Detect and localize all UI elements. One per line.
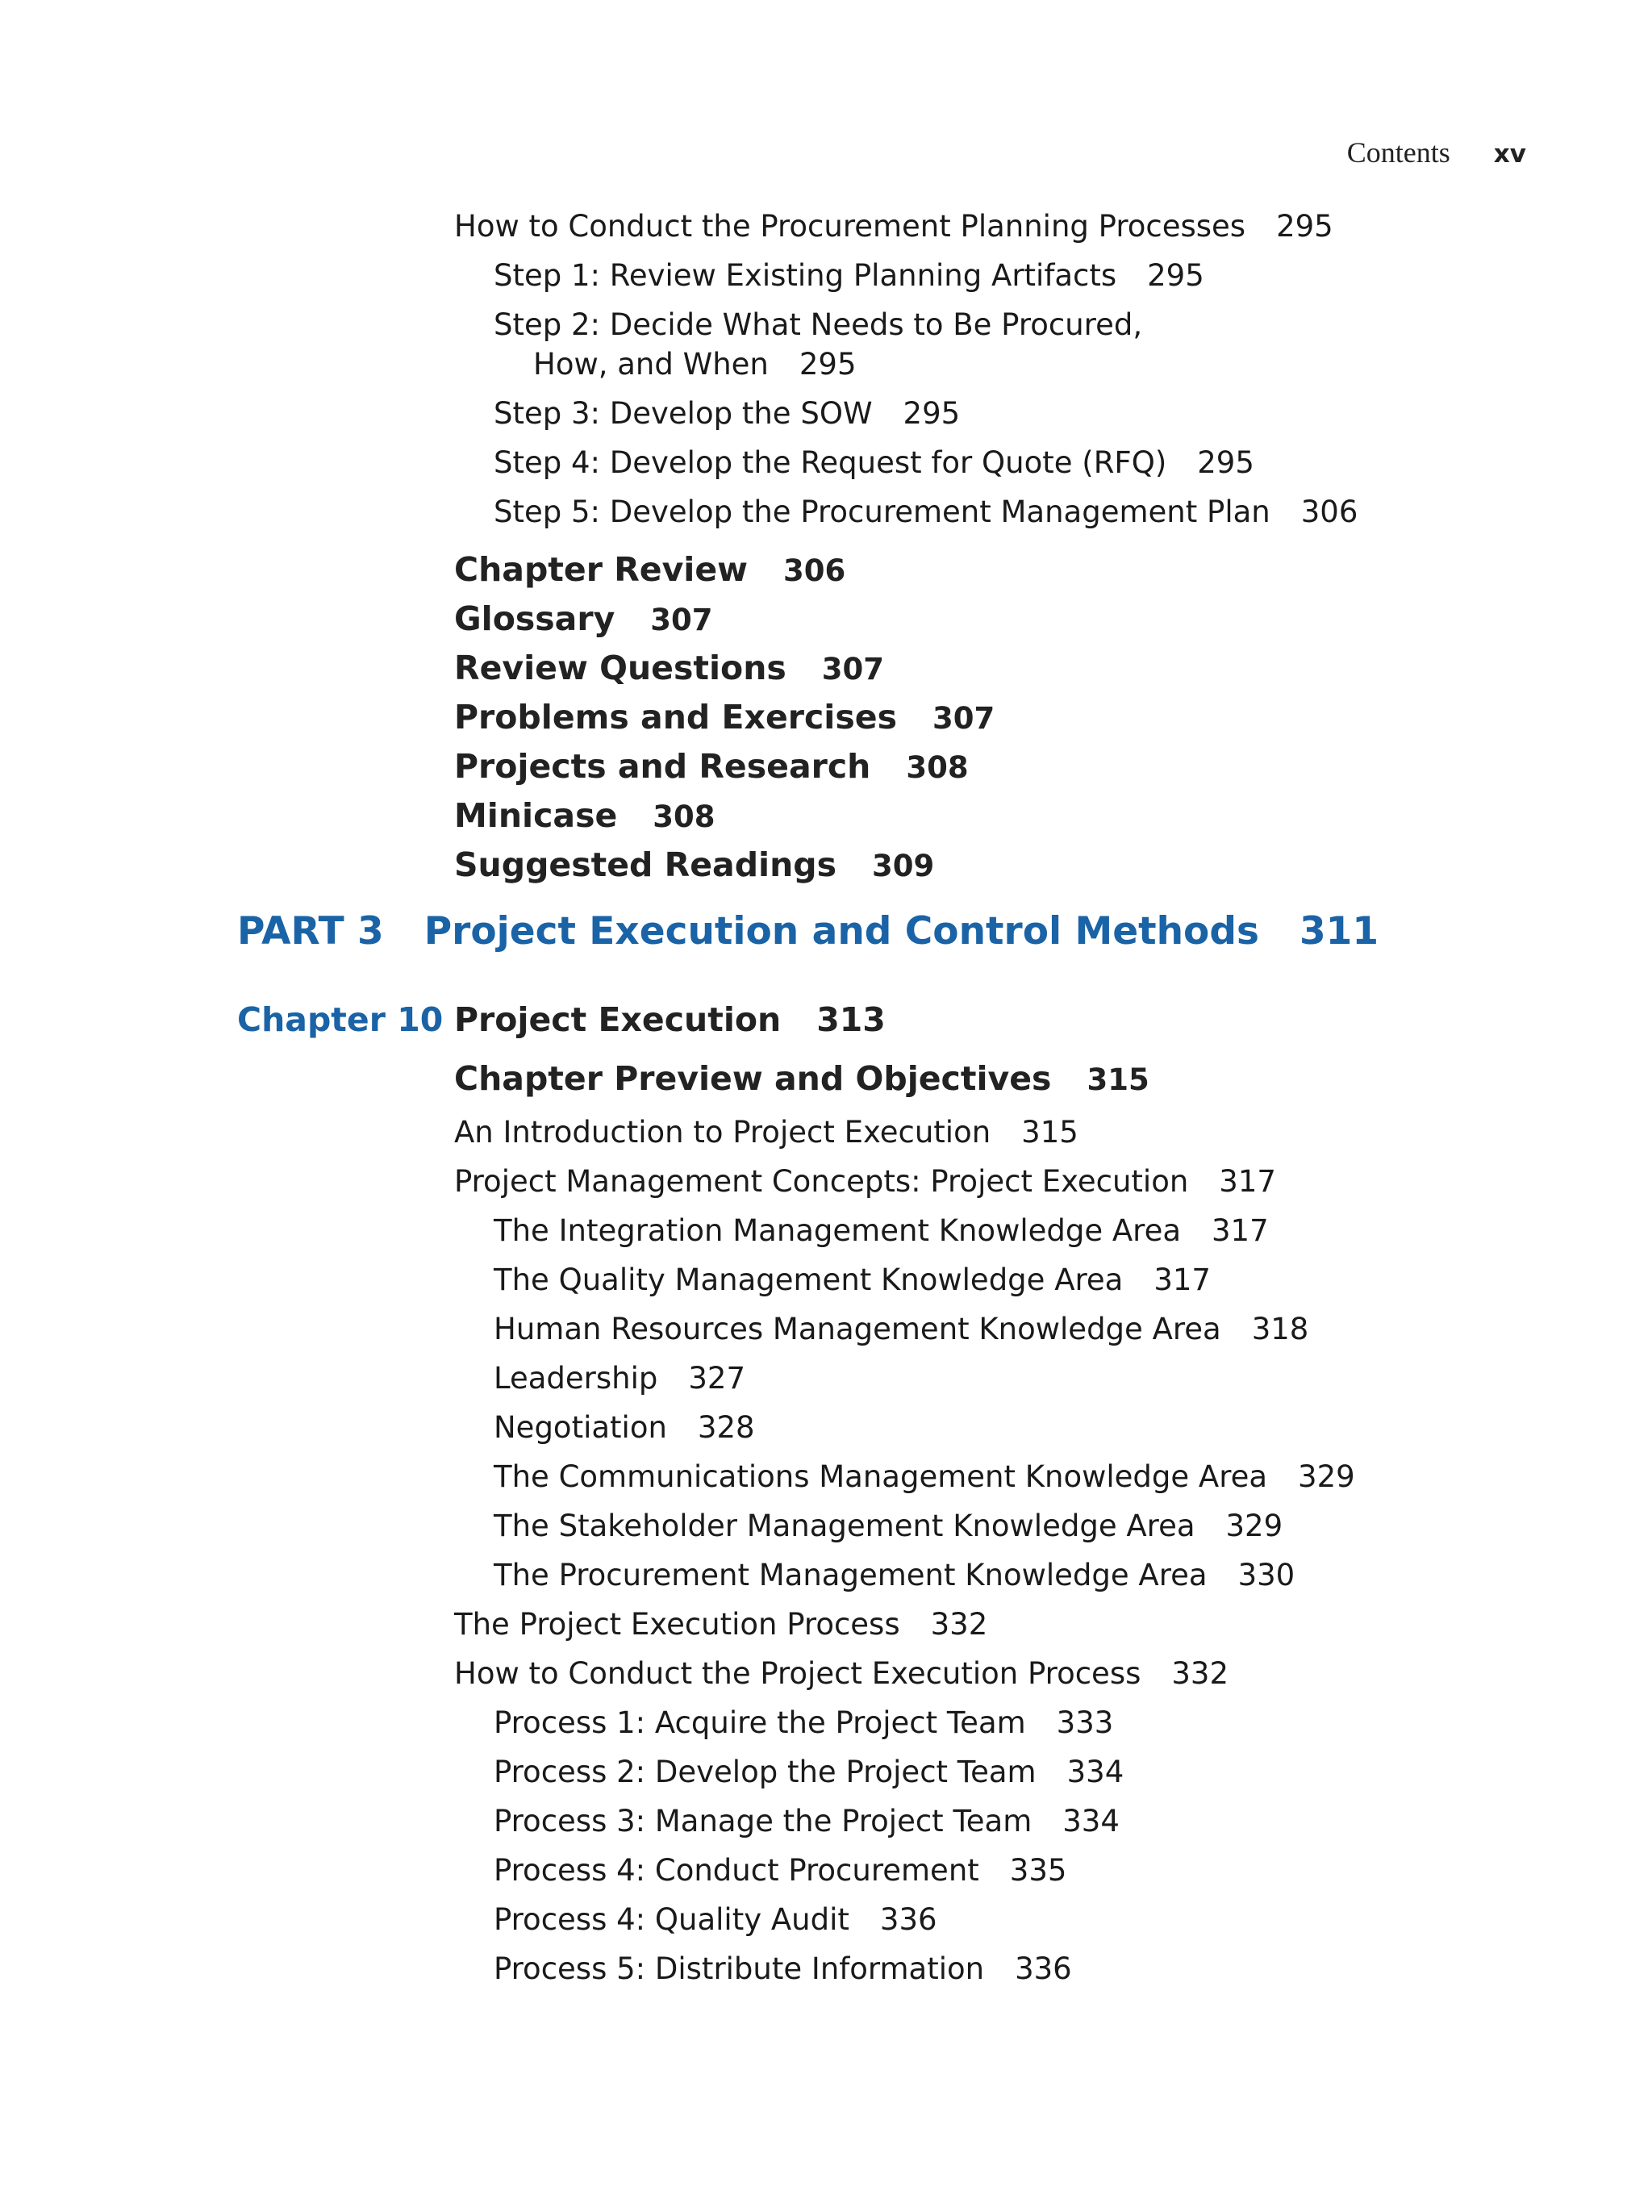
toc-entry-page: 295	[1276, 209, 1333, 244]
running-head	[1347, 136, 1526, 169]
toc-entry	[494, 1213, 1269, 1248]
toc-entry-page: 308	[906, 750, 969, 785]
toc-entry-page: 315	[1021, 1115, 1078, 1150]
toc-entry-text: The Procurement Management Knowledge Area	[494, 1558, 1208, 1592]
toc-entry-page: 336	[879, 1902, 937, 1937]
toc-entry-text: The Integration Management Knowledge Area	[494, 1213, 1182, 1248]
toc-entry-text: The Project Execution Process	[454, 1607, 900, 1642]
toc-entry-page: 307	[932, 701, 995, 736]
toc-entry-page: 315	[1087, 1062, 1149, 1097]
toc-entry	[494, 1951, 1072, 1986]
toc-entry-page: 317	[1153, 1263, 1211, 1297]
part-title: Project Execution and Control Methods	[423, 909, 1259, 954]
toc-entry-text: Glossary	[454, 599, 615, 638]
toc-entry	[454, 1656, 1229, 1691]
toc-entry	[494, 1902, 937, 1937]
toc-entry-text: Negotiation	[494, 1410, 667, 1445]
toc-back-matter-entry	[454, 599, 713, 638]
toc-entry-continuation	[533, 347, 857, 382]
running-head-page-number: xv	[1493, 140, 1526, 169]
toc-entry-page: 330	[1237, 1558, 1295, 1592]
toc-entry	[494, 1806, 1120, 1836]
toc-entry-page: 317	[1219, 1164, 1276, 1199]
toc-entry-text: Projects and Research	[454, 747, 871, 786]
chapter-label: Chapter 10	[237, 1000, 444, 1039]
toc-back-matter-entry	[454, 747, 969, 786]
toc-back-matter-entry	[454, 845, 935, 884]
running-head-title: Contents	[1346, 136, 1450, 169]
toc-entry-text: How to Conduct the Project Execution Process	[454, 1656, 1141, 1691]
toc-entry	[494, 396, 961, 431]
toc-entry-text: Problems and Exercises	[454, 698, 897, 737]
toc-entry	[494, 1314, 1308, 1344]
toc-entry-text: The Stakeholder Management Knowledge Area	[494, 1509, 1195, 1543]
toc-entry	[454, 1607, 988, 1642]
toc-entry-text: The Quality Management Knowledge Area	[494, 1263, 1124, 1297]
toc-entry-text: Suggested Readings	[454, 845, 837, 884]
toc-entry-text: Step 3: Develop the SOW	[494, 396, 873, 431]
toc-entry-page: 333	[1056, 1705, 1114, 1740]
toc-entry-text: Project Management Concepts: Project Execution	[454, 1164, 1189, 1199]
toc-back-matter-entry	[454, 698, 995, 737]
chapter-heading	[454, 1000, 886, 1039]
toc-entry	[494, 1459, 1355, 1494]
toc-entry-page: 334	[1066, 1755, 1124, 1789]
toc-entry-text: How to Conduct the Procurement Planning Processes	[454, 209, 1246, 244]
toc-entry	[494, 1265, 1211, 1295]
toc-entry-page: 295	[903, 396, 961, 431]
toc-entry-page: 306	[1300, 495, 1358, 529]
toc-entry-text: Review Questions	[454, 649, 786, 687]
toc-entry-text: The Communications Management Knowledge Area	[494, 1459, 1268, 1494]
toc-entry-page: 307	[821, 652, 885, 687]
toc-entry-page: 336	[1015, 1951, 1072, 1986]
toc-entry	[494, 1560, 1295, 1590]
toc-entry	[494, 497, 1358, 527]
part-page: 311	[1299, 909, 1379, 954]
toc-entry-page: 318	[1251, 1312, 1309, 1346]
toc-entry-page: 309	[872, 849, 935, 883]
toc-entry-text: Process 1: Acquire the Project Team	[494, 1705, 1026, 1740]
toc-entry-page: 328	[697, 1410, 755, 1445]
toc-entry-page: 327	[688, 1361, 745, 1396]
toc-entry-text: Chapter Preview and Objectives	[454, 1059, 1052, 1098]
part-heading	[237, 909, 1379, 954]
toc-entry-text: Step 4: Develop the Request for Quote (RFQ)	[494, 445, 1167, 480]
toc-entry	[494, 1361, 745, 1396]
toc-back-matter-entry	[454, 796, 715, 835]
toc-entry-text: Process 4: Conduct Procurement	[494, 1853, 979, 1888]
toc-entry-page: 332	[930, 1607, 988, 1642]
toc-entry-text: Minicase	[454, 796, 618, 835]
toc-entry-page: 295	[1197, 445, 1254, 480]
toc-entry-text: Human Resources Management Knowledge Area	[494, 1312, 1221, 1346]
toc-entry-page: 335	[1009, 1853, 1067, 1888]
toc-entry-text: An Introduction to Project Execution	[454, 1115, 991, 1150]
toc-entry-text: Leadership	[494, 1361, 658, 1396]
toc-entry-text: Process 5: Distribute Information	[494, 1951, 985, 1986]
chapter-page: 313	[816, 1000, 886, 1039]
toc-back-matter-entry	[454, 550, 846, 589]
toc-entry-text: Step 2: Decide What Needs to Be Procured,	[494, 307, 1143, 342]
toc-entry-page: 334	[1062, 1804, 1120, 1838]
toc-entry-page: 329	[1225, 1509, 1283, 1543]
toc-entry	[494, 258, 1204, 293]
toc-entry-text: Chapter Review	[454, 550, 749, 589]
toc-entry-text: Process 4: Quality Audit	[494, 1902, 849, 1937]
toc-entry-page: 306	[783, 553, 846, 588]
toc-entry	[494, 445, 1254, 480]
toc-entry	[494, 1757, 1124, 1787]
toc-entry	[494, 1511, 1283, 1541]
part-label: PART 3	[237, 909, 384, 954]
toc-entry-text: How, and When	[533, 347, 769, 382]
toc-entry-text: Step 1: Review Existing Planning Artifacts	[494, 258, 1117, 293]
chapter-title: Project Execution	[454, 1000, 782, 1039]
toc-entry	[494, 1705, 1114, 1740]
chapter-preview-entry	[454, 1059, 1149, 1098]
toc-entry-page: 308	[653, 799, 715, 834]
toc-entry-page: 295	[1147, 258, 1204, 293]
toc-entry-text: Step 5: Develop the Procurement Management Plan	[494, 495, 1270, 529]
toc-entry-page: 295	[799, 347, 857, 382]
toc-entry	[494, 307, 1143, 342]
toc-entry-page: 332	[1171, 1656, 1229, 1691]
toc-back-matter-entry	[454, 649, 885, 687]
toc-entry	[454, 1164, 1276, 1199]
toc-entry	[454, 1115, 1078, 1150]
toc-entry-page: 307	[650, 603, 713, 637]
toc-entry	[454, 209, 1333, 244]
toc-entry-text: Process 3: Manage the Project Team	[494, 1804, 1032, 1838]
toc-entry-page: 317	[1212, 1213, 1269, 1248]
toc-entry-page: 329	[1298, 1459, 1355, 1494]
toc-entry-text: Process 2: Develop the Project Team	[494, 1755, 1037, 1789]
toc-entry	[494, 1410, 755, 1445]
toc-entry	[494, 1853, 1067, 1888]
